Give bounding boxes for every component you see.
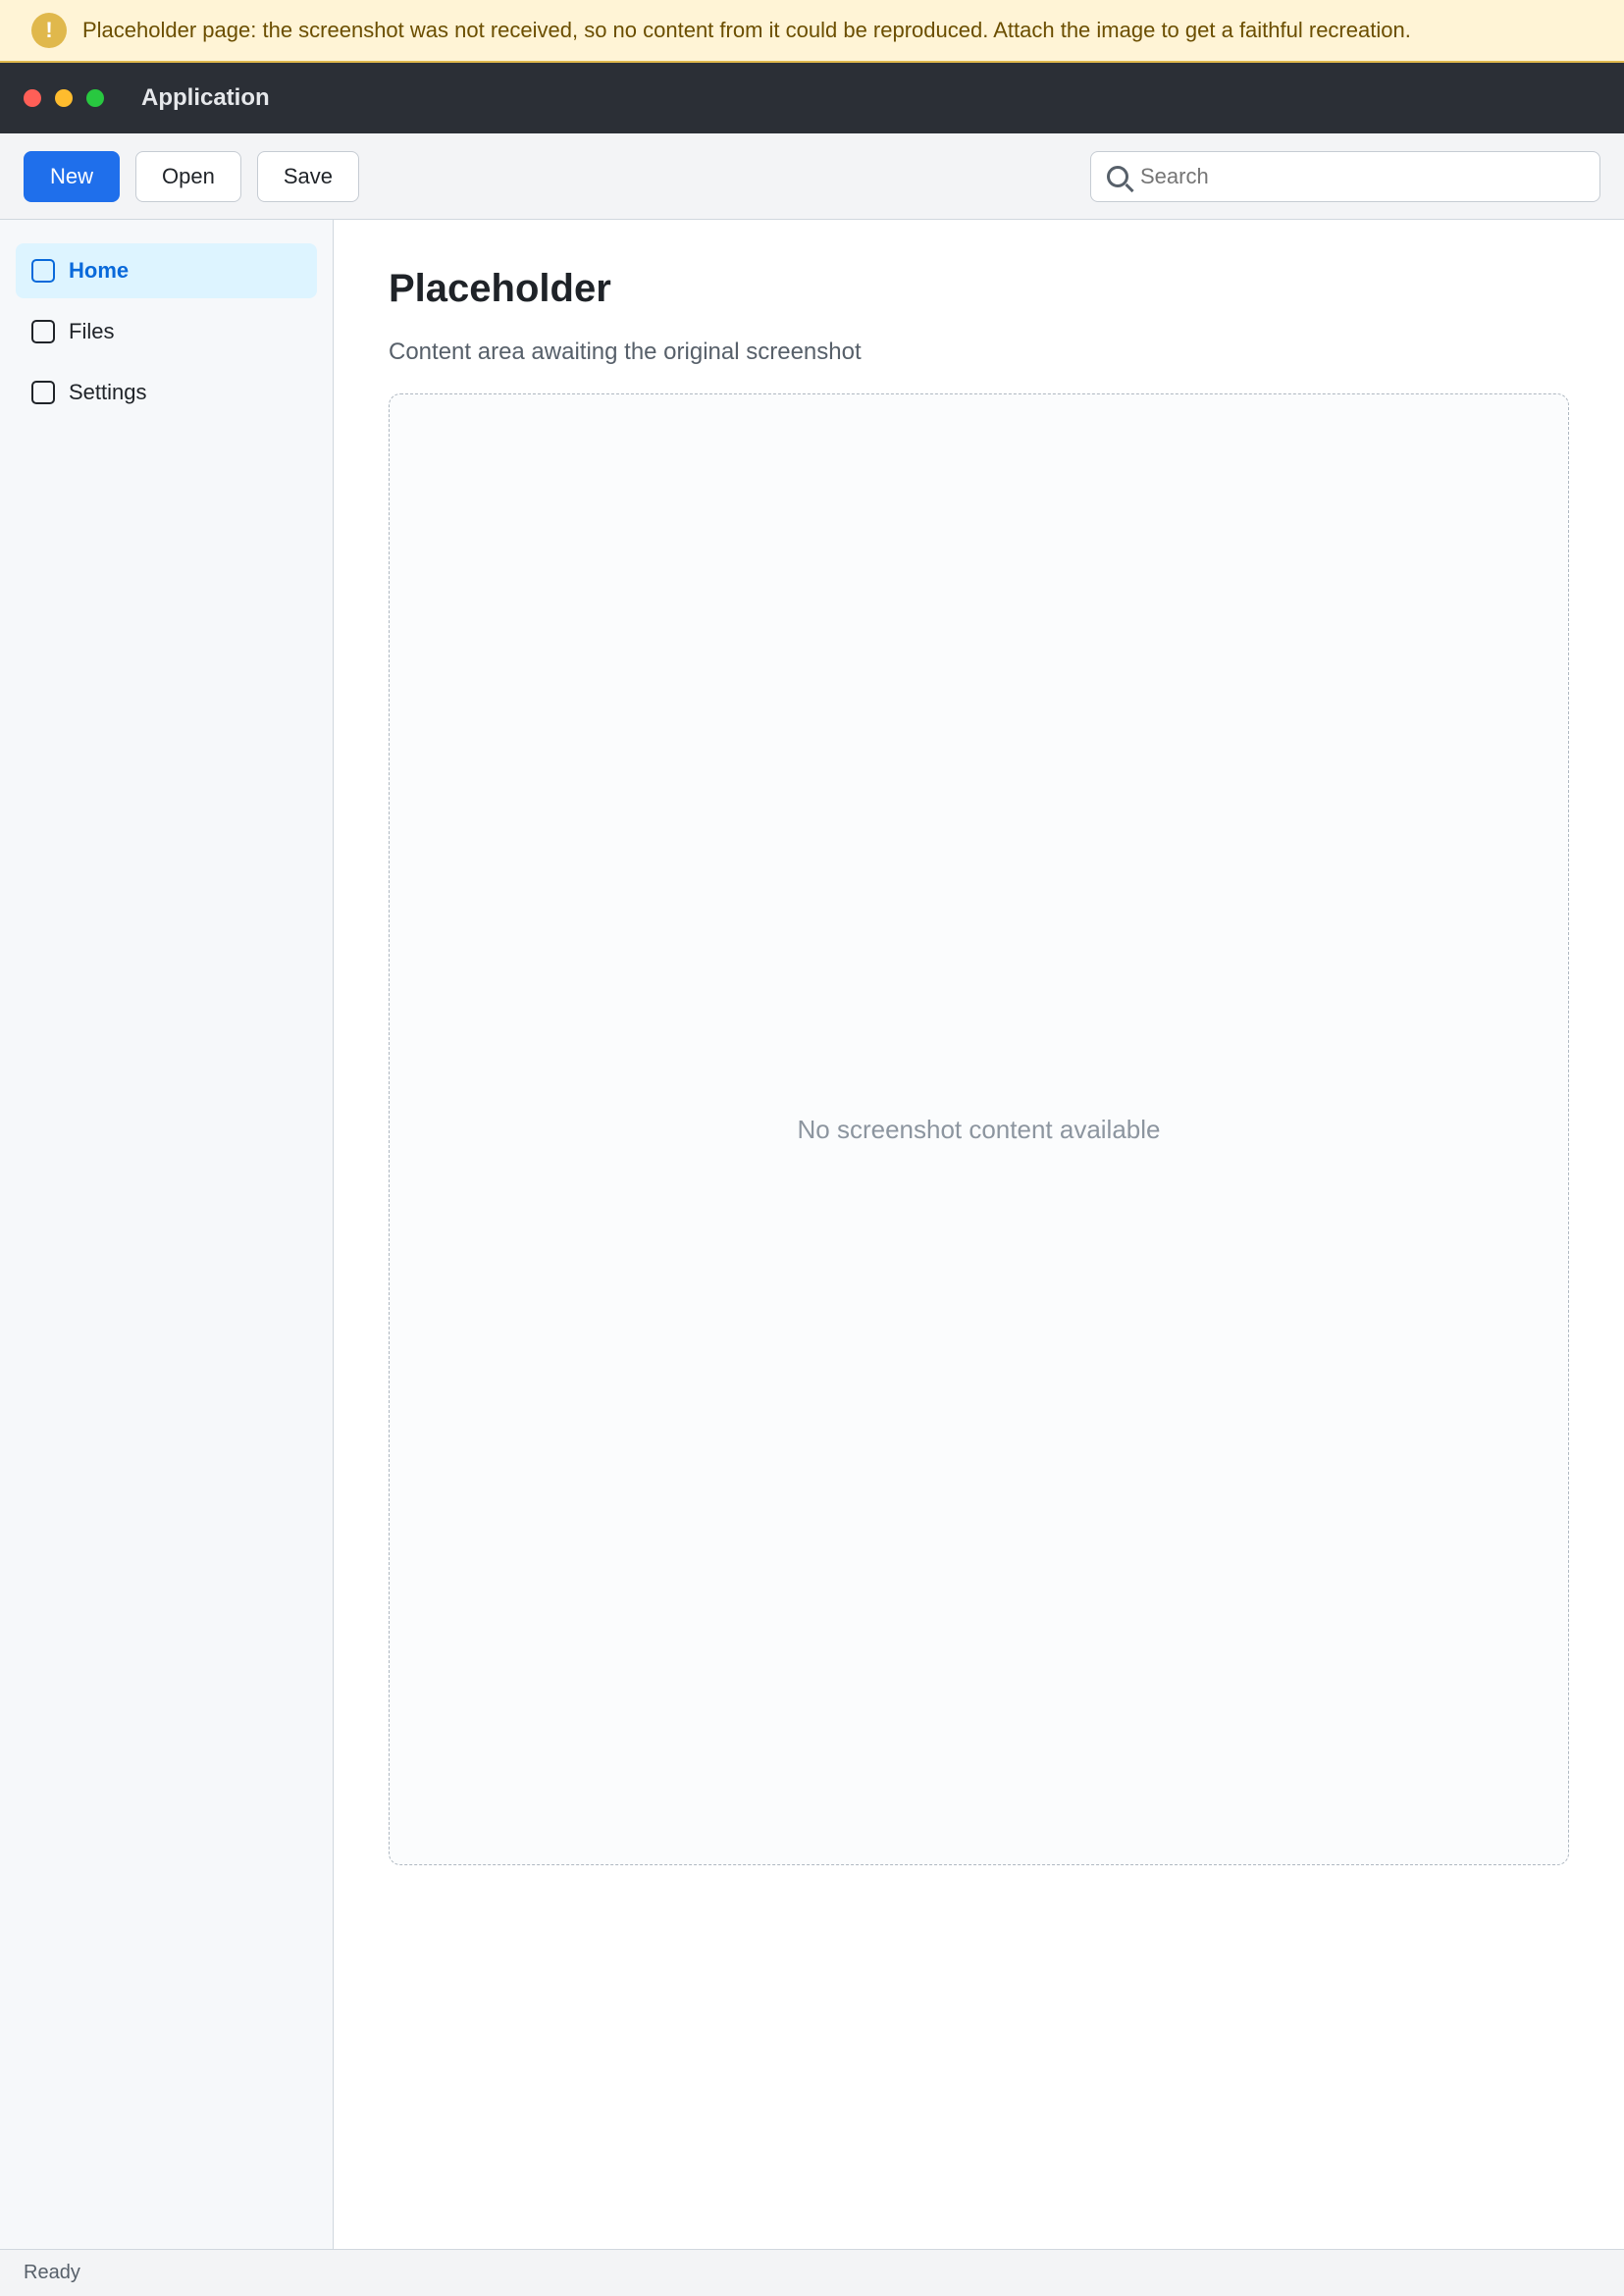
title-bar [0,63,1624,133]
main-content [334,220,1624,2249]
sidebar-item-home[interactable] [16,243,317,298]
app-window [0,63,1624,2296]
open-button[interactable]: Open [135,151,241,202]
window-title: Application [141,84,270,111]
page-title: Placeholder [389,267,611,310]
sidebar-item-settings[interactable] [16,365,317,420]
search-box[interactable] [1090,151,1600,202]
save-button[interactable]: Save [257,151,359,202]
sidebar-item-label: Settings [69,380,147,404]
warning-icon: ! [31,13,67,48]
sidebar-item-files[interactable] [16,304,317,359]
minimize-window-button[interactable] [55,89,73,107]
close-window-button[interactable] [24,89,41,107]
status-text: Ready [24,2262,80,2283]
missing-image-notice [0,0,1624,63]
folder-icon [31,320,55,343]
search-input[interactable] [1140,164,1584,189]
sidebar-item-label: Home [69,258,130,283]
sidebar-item-label: Files [69,319,115,343]
gear-icon [31,381,55,404]
sidebar [0,220,334,2249]
search-icon [1107,166,1128,187]
body-row [0,220,1624,2249]
content-placeholder: No screenshot content available [389,393,1569,1865]
notice-text: Placeholder page: the screenshot was not received, so no content from it could be reproduced. Attach the image to get a faithful recreation. [82,18,1411,42]
home-icon [31,259,55,283]
toolbar [0,133,1624,220]
page-subtitle: Content area awaiting the original screenshot [389,339,862,365]
new-button[interactable]: New [24,151,120,202]
maximize-window-button[interactable] [86,89,104,107]
status-bar [0,2249,1624,2296]
